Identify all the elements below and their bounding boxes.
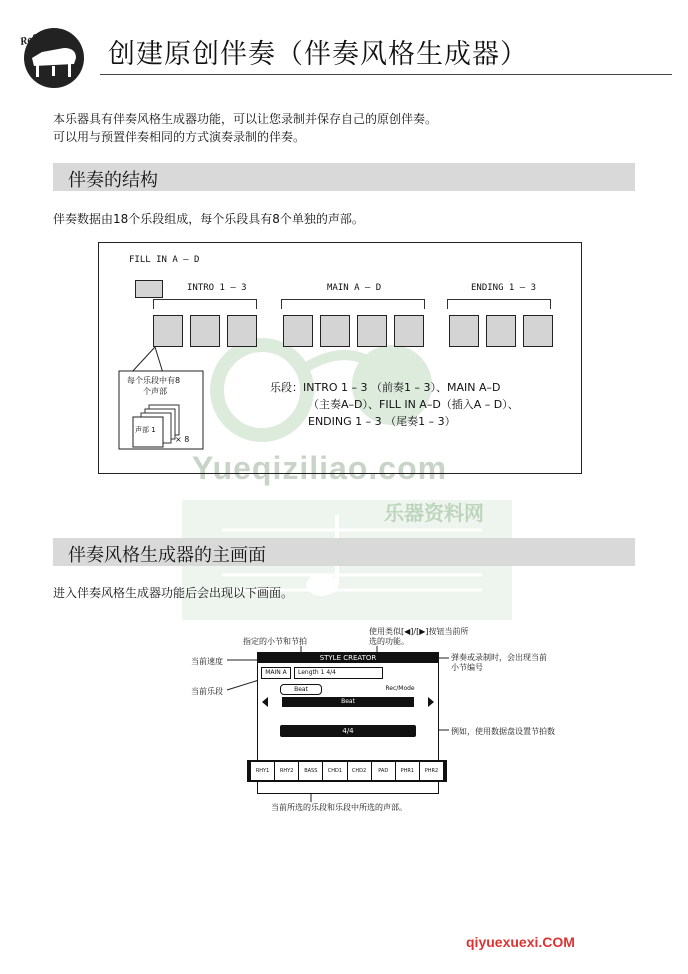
annotation-arrow-buttons-2: 选的功能。 xyxy=(369,637,409,646)
intro-brace xyxy=(153,299,257,309)
main-label: MAIN A – D xyxy=(327,283,382,293)
watermark-text: Yueqiziliao.com xyxy=(192,450,448,486)
badge-text: Reference xyxy=(18,26,67,49)
reference-badge-icon xyxy=(14,18,100,88)
ending-block-2 xyxy=(486,315,516,347)
lcd-section-value: MAIN A xyxy=(261,667,291,679)
part-phr2[interactable]: PHR2 xyxy=(420,762,443,780)
lcd-value-field[interactable]: 4/4 xyxy=(280,725,416,737)
fill-in-block xyxy=(135,280,163,298)
parts-callout xyxy=(117,343,217,453)
intro-label: INTRO 1 – 3 xyxy=(187,283,247,293)
part-rhy1[interactable]: RHY1 xyxy=(251,762,274,780)
lcd-length: Length 1 4/4 xyxy=(294,667,383,679)
structure-diagram xyxy=(98,242,582,474)
style-creator-screen-figure xyxy=(181,627,591,820)
section-description-structure: 伴奏数据由18个乐段组成，每个乐段具有8个单独的声部。 xyxy=(53,212,364,226)
sections-line-3: ENDING 1 – 3 （尾奏1 – 3） xyxy=(308,415,456,428)
ending-label: ENDING 1 – 3 xyxy=(471,283,537,293)
main-block-b xyxy=(320,315,350,347)
part-rhy2[interactable]: RHY2 xyxy=(275,762,298,780)
part-pad[interactable]: PAD xyxy=(372,762,395,780)
annotation-arrow-buttons-1: 使用类似[◀]/[▶]按钮当前所 xyxy=(369,627,469,636)
lcd-right-arrow-icon[interactable] xyxy=(428,697,434,707)
section-title-main-screen: 伴奏风格生成器的主画面 xyxy=(68,545,266,566)
intro-block-3 xyxy=(227,315,257,347)
main-block-c xyxy=(357,315,387,347)
callout-text-line-2: 个声部 xyxy=(143,387,167,396)
lcd-tab-left[interactable]: Beat xyxy=(280,684,322,695)
section-title-structure: 伴奏的结构 xyxy=(68,170,158,191)
main-block-d xyxy=(394,315,424,347)
callout-text-line-1: 每个乐段中有8 xyxy=(127,376,181,385)
annotation-bottom: 当前所选的乐段和乐段中所选的声部。 xyxy=(271,803,407,812)
annotation-playing-2: 小节编号 xyxy=(451,663,483,672)
ending-block-3 xyxy=(523,315,553,347)
sections-list-text xyxy=(270,379,570,430)
lcd-tab-right[interactable]: Rec/Mode xyxy=(385,685,415,692)
lcd-tab-selected[interactable]: Beat xyxy=(282,697,414,707)
sections-line-1: 乐段：INTRO 1 – 3 （前奏1 – 3）、MAIN A–D xyxy=(270,381,501,394)
part-label: 声部 1 xyxy=(135,426,156,434)
part-bass[interactable]: BASS xyxy=(299,762,322,780)
ending-block-1 xyxy=(449,315,479,347)
sections-line-2: （主奏A–D）、FILL IN A–D（插入A – D）、 xyxy=(308,398,519,411)
title-rule xyxy=(100,74,672,75)
fill-in-label: FILL IN A – D xyxy=(129,255,200,265)
x8-label: × 8 xyxy=(175,435,190,444)
part-strip xyxy=(247,760,447,782)
page-title: 创建原创伴奏（伴奏风格生成器） xyxy=(108,39,528,70)
site-watermark: qiyuexuexi.COM xyxy=(466,934,575,950)
watermark-cn-text: 乐器资料网 xyxy=(384,501,484,525)
lcd-left-arrow-icon[interactable] xyxy=(262,697,268,707)
annotation-measure-beat: 指定的小节和节拍 xyxy=(243,637,307,646)
part-chd1[interactable]: CHD1 xyxy=(323,762,346,780)
intro-line-2: 可以用与预置伴奏相同的方式演奏录制的伴奏。 xyxy=(53,130,306,144)
annotation-section: 当前乐段 xyxy=(191,687,223,696)
main-block-a xyxy=(283,315,313,347)
main-brace xyxy=(281,299,425,309)
annotation-tempo: 当前速度 xyxy=(191,657,223,666)
part-chd2[interactable]: CHD2 xyxy=(348,762,371,780)
lcd-header: STYLE CREATOR xyxy=(258,653,438,663)
intro-line-1: 本乐器具有伴奏风格生成器功能，可以让您录制并保存自己的原创伴奏。 xyxy=(53,112,438,126)
ending-brace xyxy=(447,299,551,309)
annotation-example: 例如，使用数据盘设置节拍数 xyxy=(451,727,555,736)
section-description-main-screen: 进入伴奏风格生成器功能后会出现以下画面。 xyxy=(53,586,294,600)
part-phr1[interactable]: PHR1 xyxy=(396,762,419,780)
annotation-playing-1: 弹奏或录制时，会出现当前 xyxy=(451,653,547,662)
